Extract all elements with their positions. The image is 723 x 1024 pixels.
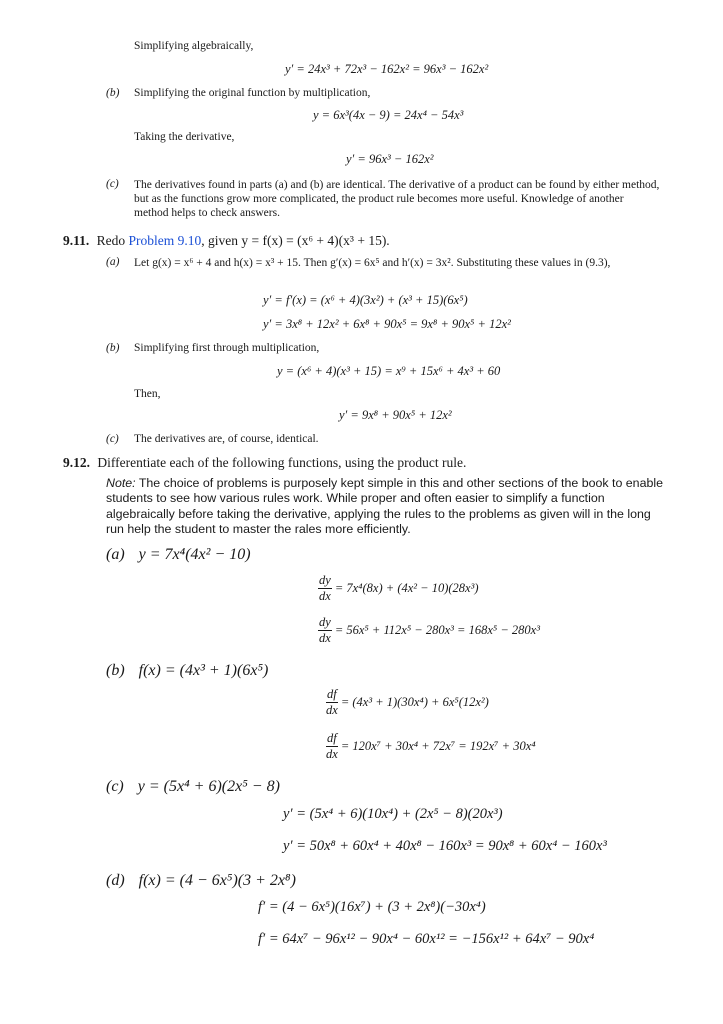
dy-dx-fraction: $\frac{dy}{dx}$ bbox=[319, 573, 331, 603]
derivative-b-expression-1: = (4x³ + 1)(30x⁴) + 6x⁵(12x²) bbox=[340, 694, 489, 709]
function-d: f(x) = (4 − 6x⁵)(3 + 2x⁸) bbox=[138, 872, 296, 889]
derivative-d-line-1: f′ = (4 − 6x⁵)(16x⁷) + (3 + 2x⁸)(−30x⁴) bbox=[258, 899, 486, 915]
part-label-b: (b) bbox=[106, 662, 125, 679]
equation-911-1: y′ = f′(x) = (x⁶ + 4)(3x²) + (x³ + 15)(6x⁵) bbox=[263, 293, 468, 307]
function-a: y = 7x⁴(4x² − 10) bbox=[138, 546, 251, 563]
equation-910-3: y′ = 96x³ − 162x² bbox=[346, 152, 434, 166]
part-c-paragraph: The derivatives found in parts (a) and (b) are identical. The derivative of a product can be found by either method, but as the functions grow more complicated, the product rule becomes more useful. Knowledge of another method helps to check answers. bbox=[134, 179, 660, 220]
derivative-a-line-2 bbox=[318, 616, 540, 644]
then-text: Then, bbox=[134, 388, 161, 400]
given-function: , given y = f(x) = (x⁶ + 4)(x³ + 15). bbox=[201, 233, 390, 248]
equation-910-2: y = 6x³(4x − 9) = 24x⁴ − 54x³ bbox=[313, 108, 464, 122]
problem-title: Differentiate each of the following functions, using the product rule. bbox=[97, 455, 467, 470]
part-label-c: (c) bbox=[106, 178, 119, 190]
taking-derivative-text: Taking the derivative, bbox=[134, 131, 235, 143]
part-label-a: (a) bbox=[106, 546, 125, 563]
simplify-intro: Simplifying algebraically, bbox=[134, 40, 254, 52]
note-text: The choice of problems is purposely kept simple in this and other sections of the book to enable students to see how various rules work. While proper and often easier to simplify a function algebraically before taking the derivative, applying the rules to the problems as given will in the long run help the student to master the rales more efficiently. bbox=[106, 476, 663, 536]
part-label-b: (b) bbox=[106, 87, 120, 99]
derivative-d-line-2: f′ = 64x⁷ − 96x¹² − 90x⁴ − 60x¹² = −156x¹² + 64x⁷ − 90x⁴ bbox=[258, 931, 595, 947]
part-b-function bbox=[106, 662, 268, 680]
derivative-c-line-2: y′ = 50x⁸ + 60x⁴ + 40x⁸ − 160x³ = 90x⁸ + 60x⁴ − 160x³ bbox=[283, 838, 607, 854]
part-label-a: (a) bbox=[106, 256, 120, 268]
df-dx-fraction: $\frac{df}{dx}$ bbox=[326, 687, 338, 717]
part-d-function bbox=[106, 872, 296, 890]
part-a-paragraph: Let g(x) = x⁶ + 4 and h(x) = x³ + 15. Then g′(x) = 6x⁵ and h′(x) = 3x². Substituting these values in (9.3), bbox=[134, 257, 611, 269]
derivative-a-expression-2: = 56x⁵ + 112x⁵ − 280x³ = 168x⁵ − 280x³ bbox=[334, 622, 540, 637]
part-c-function bbox=[106, 778, 280, 796]
part-c-text: The derivatives are, of course, identical. bbox=[134, 433, 319, 445]
function-c: y = (5x⁴ + 6)(2x⁵ − 8) bbox=[137, 778, 280, 795]
part-b-text: Simplifying first through multiplication, bbox=[134, 342, 320, 354]
equation-911-2: y′ = 3x⁸ + 12x² + 6x⁸ + 90x⁵ = 9x⁸ + 90x⁵ + 12x² bbox=[263, 317, 511, 331]
derivative-b-expression-2: = 120x⁷ + 30x⁴ + 72x⁷ = 192x⁷ + 30x⁴ bbox=[340, 738, 536, 753]
problem-9-11-heading bbox=[63, 233, 390, 249]
part-label-c: (c) bbox=[106, 433, 119, 445]
equation-911-3: y = (x⁶ + 4)(x³ + 15) = x⁹ + 15x⁶ + 4x³ + 60 bbox=[277, 364, 501, 378]
derivative-a-expression-1: = 7x⁴(8x) + (4x² − 10)(28x³) bbox=[334, 580, 479, 595]
part-label-c: (c) bbox=[106, 778, 124, 795]
note-paragraph bbox=[106, 476, 666, 537]
derivative-a-line-1 bbox=[318, 574, 479, 602]
equation-911-4: y′ = 9x⁸ + 90x⁵ + 12x² bbox=[339, 408, 452, 422]
problem-number: 9.11. bbox=[63, 233, 90, 248]
df-dx-fraction: $\frac{df}{dx}$ bbox=[326, 731, 338, 761]
redo-word: Redo bbox=[96, 233, 126, 248]
note-label: Note: bbox=[106, 476, 136, 490]
equation-910-1: y′ = 24x³ + 72x³ − 162x² = 96x³ − 162x² bbox=[285, 62, 489, 76]
dy-dx-fraction: $\frac{dy}{dx}$ bbox=[319, 615, 331, 645]
derivative-b-line-1 bbox=[326, 688, 489, 716]
part-a-function bbox=[106, 546, 251, 564]
problem-9-12-heading bbox=[63, 455, 466, 471]
part-label-d: (d) bbox=[106, 872, 125, 889]
problem-9-10-link[interactable]: Problem 9.10 bbox=[128, 233, 202, 248]
function-b: f(x) = (4x³ + 1)(6x⁵) bbox=[138, 662, 269, 679]
derivative-c-line-1: y′ = (5x⁴ + 6)(10x⁴) + (2x⁵ − 8)(20x³) bbox=[283, 806, 503, 822]
part-label-b: (b) bbox=[106, 342, 120, 354]
problem-number: 9.12. bbox=[63, 455, 90, 470]
derivative-b-line-2 bbox=[326, 732, 536, 760]
part-b-text: Simplifying the original function by multiplication, bbox=[134, 87, 371, 99]
